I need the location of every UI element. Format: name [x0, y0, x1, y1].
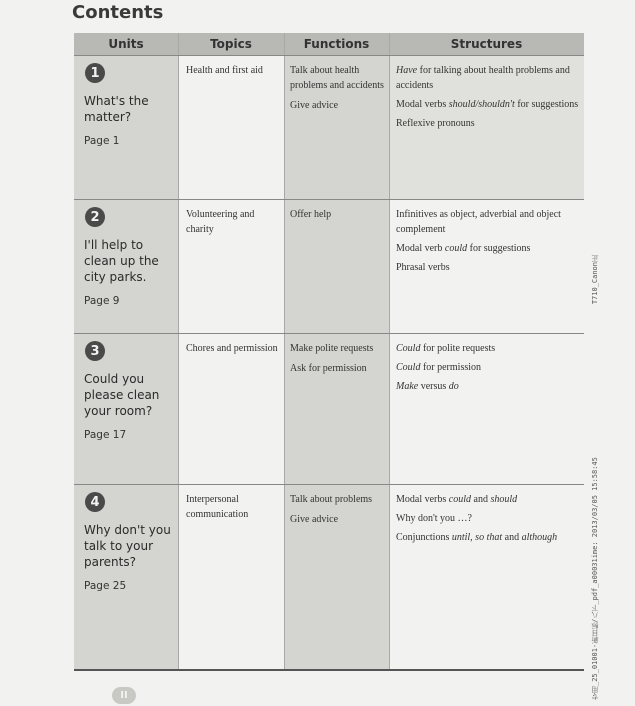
function-item: Talk about health problems and accidents — [290, 65, 384, 91]
structure-item — [396, 241, 582, 256]
structure-text: could — [448, 494, 471, 505]
structure-text: could — [444, 243, 468, 254]
unit-number-badge: 4 — [85, 492, 105, 512]
row-divider — [74, 199, 584, 200]
topic-item: Interpersonal communication — [186, 494, 249, 520]
row-divider — [74, 55, 584, 56]
structure-text: although — [521, 532, 558, 543]
structures-cell — [396, 341, 582, 398]
unit-number-badge: 3 — [85, 341, 105, 361]
topics-cell — [186, 207, 278, 242]
function-item: Ask for permission — [290, 363, 367, 374]
structure-text: and — [471, 494, 491, 505]
page-number: II — [112, 687, 136, 704]
unit-page-link[interactable]: Page 1 — [84, 135, 120, 147]
unit-cell — [84, 341, 176, 441]
column-divider — [178, 33, 179, 671]
topics-cell — [186, 63, 278, 83]
structure-text: for suggestions — [467, 243, 531, 254]
header-structures: Structures — [450, 37, 523, 51]
table-bottom-rule — [74, 669, 584, 671]
column-divider — [389, 33, 390, 671]
unit-title: What's the matter? — [84, 94, 149, 124]
topic-item: Health and first aid — [186, 65, 263, 76]
structure-text: Could — [396, 362, 421, 373]
structure-text: Make — [396, 381, 419, 392]
structure-text: should — [490, 494, 518, 505]
structure-item — [396, 530, 582, 545]
unit-title: I'll help to clean up the city parks. — [84, 238, 159, 284]
row-divider — [74, 333, 584, 334]
structure-text: Conjunctions — [396, 532, 452, 543]
structure-item — [396, 360, 582, 375]
contents-table — [74, 33, 584, 671]
function-item: Talk about problems — [290, 494, 373, 505]
structure-text: until, so that — [451, 532, 503, 543]
header-functions: Functions — [303, 37, 370, 51]
unit-title: Could you please clean your room? — [84, 372, 160, 418]
scan-note-lower: 专用_25_01001-新目标/八下_pdf_a00031ime: 2013/03/05 15:58:45 — [591, 457, 599, 700]
functions-cell — [290, 341, 386, 381]
topic-item: Volunteering and charity — [186, 209, 255, 235]
functions-cell — [290, 63, 386, 118]
structure-item — [396, 379, 582, 394]
structure-item — [396, 511, 582, 526]
structure-item — [396, 116, 582, 131]
structure-item — [396, 492, 582, 507]
header-units: Units — [108, 37, 144, 51]
structure-text: Why don't you …? — [396, 513, 472, 524]
structure-text: Have — [396, 65, 418, 76]
unit-number-badge: 2 — [85, 207, 105, 227]
topic-item: Chores and permission — [186, 343, 278, 354]
column-divider — [284, 33, 285, 671]
row-divider — [74, 484, 584, 485]
unit-title: Why don't you talk to your parents? — [84, 523, 171, 569]
function-item: Offer help — [290, 209, 332, 220]
structures-cell — [396, 63, 582, 135]
structures-cell — [396, 207, 582, 279]
topics-cell — [186, 341, 278, 361]
structure-item — [396, 97, 582, 112]
functions-cell — [290, 492, 386, 532]
structure-text: Infinitives as object, adverbial and object complement — [396, 209, 561, 235]
unit-page-link[interactable]: Page 17 — [84, 429, 127, 441]
scan-note-upper: T710_Canon正 — [591, 255, 599, 305]
topics-cell — [186, 492, 278, 527]
structure-text: should/shouldn't — [448, 99, 515, 110]
unit-page-link[interactable]: Page 25 — [84, 580, 127, 592]
structure-text: for suggestions — [514, 99, 579, 110]
structure-item — [396, 341, 582, 356]
page-title: Contents — [72, 2, 164, 23]
structure-text: for talking about health problems and accidents — [396, 65, 570, 91]
structure-text: Reflexive pronouns — [396, 118, 475, 129]
table-header — [74, 33, 584, 55]
function-item: Give advice — [290, 514, 339, 525]
unit-page-link[interactable]: Page 9 — [84, 295, 120, 307]
header-topics: Topics — [210, 37, 252, 51]
structures-cell — [396, 492, 582, 549]
structure-item — [396, 63, 582, 93]
structure-item — [396, 207, 582, 237]
structure-text: for permission — [420, 362, 481, 373]
structure-text: for polite requests — [420, 343, 496, 354]
structure-text: and — [502, 532, 522, 543]
function-item: Give advice — [290, 100, 339, 111]
structure-text: Phrasal verbs — [396, 262, 450, 273]
function-item: Make polite requests — [290, 343, 374, 354]
unit-cell — [84, 492, 176, 592]
unit-number-badge: 1 — [85, 63, 105, 83]
structure-text: versus — [418, 381, 449, 392]
structure-text: Could — [396, 343, 421, 354]
unit-cell — [84, 63, 176, 147]
structure-item — [396, 260, 582, 275]
unit-cell — [84, 207, 176, 307]
structure-text: Modal verbs — [396, 99, 449, 110]
structure-text: do — [448, 381, 459, 392]
structure-text: Modal verbs — [396, 494, 449, 505]
structure-text: Modal verb — [396, 243, 445, 254]
functions-cell — [290, 207, 386, 227]
